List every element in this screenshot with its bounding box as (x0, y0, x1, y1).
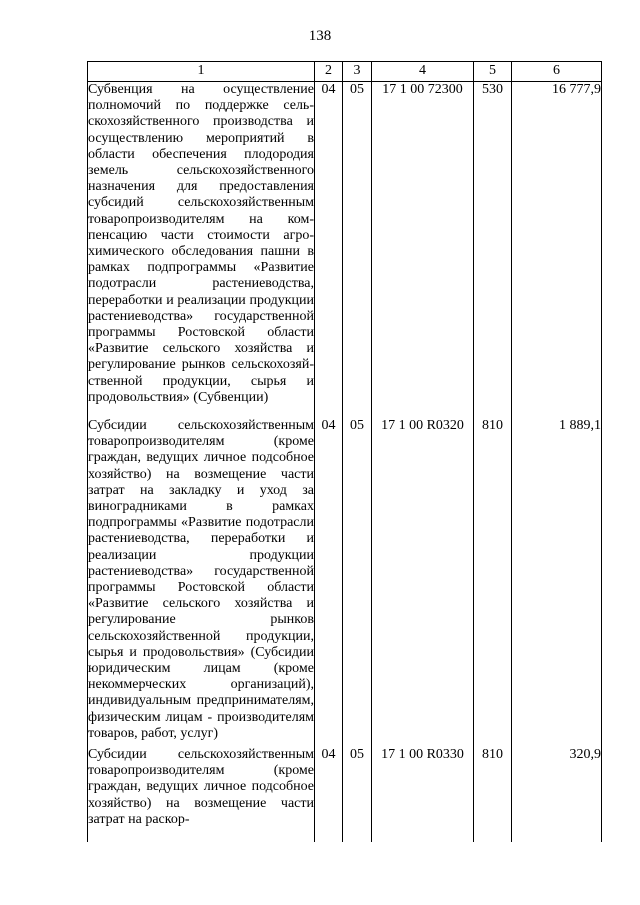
table-row (88, 747, 602, 842)
page-number: 138 (308, 28, 332, 44)
row-subsection-code: 05 (343, 747, 372, 842)
row-description: Субвенция на осуществление полномочий по поддержке сельскохозяйственного производства и осуществлению мероприятий в области обеспечения плодородия земель сельскохозяйственного назначения для предоставления субсидий сельскохозяйственным товаропроизводителям на компенсацию части стоимости агрохимического обследования пашни в рамках подпрограммы «Развитие подотрасли растениеводства, переработки и реализации продукции растениеводства» государственной программы Ростовской области «Развитие сельского хозяйства и регулирование рынков сельскохозяйственной продукции, сырья и продовольствия» (Субвенции) (88, 82, 315, 419)
row-subsection-code: 05 (343, 82, 372, 419)
row-amount: 1 889,1 (512, 418, 602, 747)
row-expense-type: 810 (474, 747, 512, 842)
row-section-code: 04 (315, 82, 343, 419)
row-section-code: 04 (315, 747, 343, 842)
table-row (88, 418, 602, 747)
column-header-4: 4 (372, 62, 474, 82)
row-target-article: 17 1 00 R0330 (372, 747, 474, 842)
column-header-1: 1 (88, 62, 315, 82)
column-header-6: 6 (512, 62, 602, 82)
table-row (88, 82, 602, 419)
row-expense-type: 810 (474, 418, 512, 747)
row-target-article: 17 1 00 R0320 (372, 418, 474, 747)
row-amount: 320,9 (512, 747, 602, 842)
budget-table (87, 61, 602, 842)
row-target-article: 17 1 00 72300 (372, 82, 474, 419)
row-amount: 16 777,9 (512, 82, 602, 419)
row-description: Субсидии сельскохозяйственным товаропроизводителям (кроме граждан, ведущих личное подсобное хозяйство) на возмещение части затрат на раскор- (88, 747, 315, 842)
row-section-code: 04 (315, 418, 343, 747)
column-header-3: 3 (343, 62, 372, 82)
table-header-row (88, 62, 602, 82)
column-header-5: 5 (474, 62, 512, 82)
row-description: Субсидии сельскохозяйственным товаропроизводителям (кроме граждан, ведущих личное подсобное хозяйство) на возмещение части затрат на закладку и уход за виноградниками в рамках подпрограммы «Развитие подотрасли растениеводства, переработки и реализации продукции растениеводства» государственной программы Ростовской области «Развитие сельского хозяйства и регулирование рынков сельскохозяйственной продукции, сырья и продовольствия» (Субсидии юридическим лицам (кроме некоммерческих организаций), индивидуальным предпринимателям, физическим лицам - производителям товаров, работ, услуг) (88, 418, 315, 747)
row-expense-type: 530 (474, 82, 512, 419)
row-subsection-code: 05 (343, 418, 372, 747)
column-header-2: 2 (315, 62, 343, 82)
